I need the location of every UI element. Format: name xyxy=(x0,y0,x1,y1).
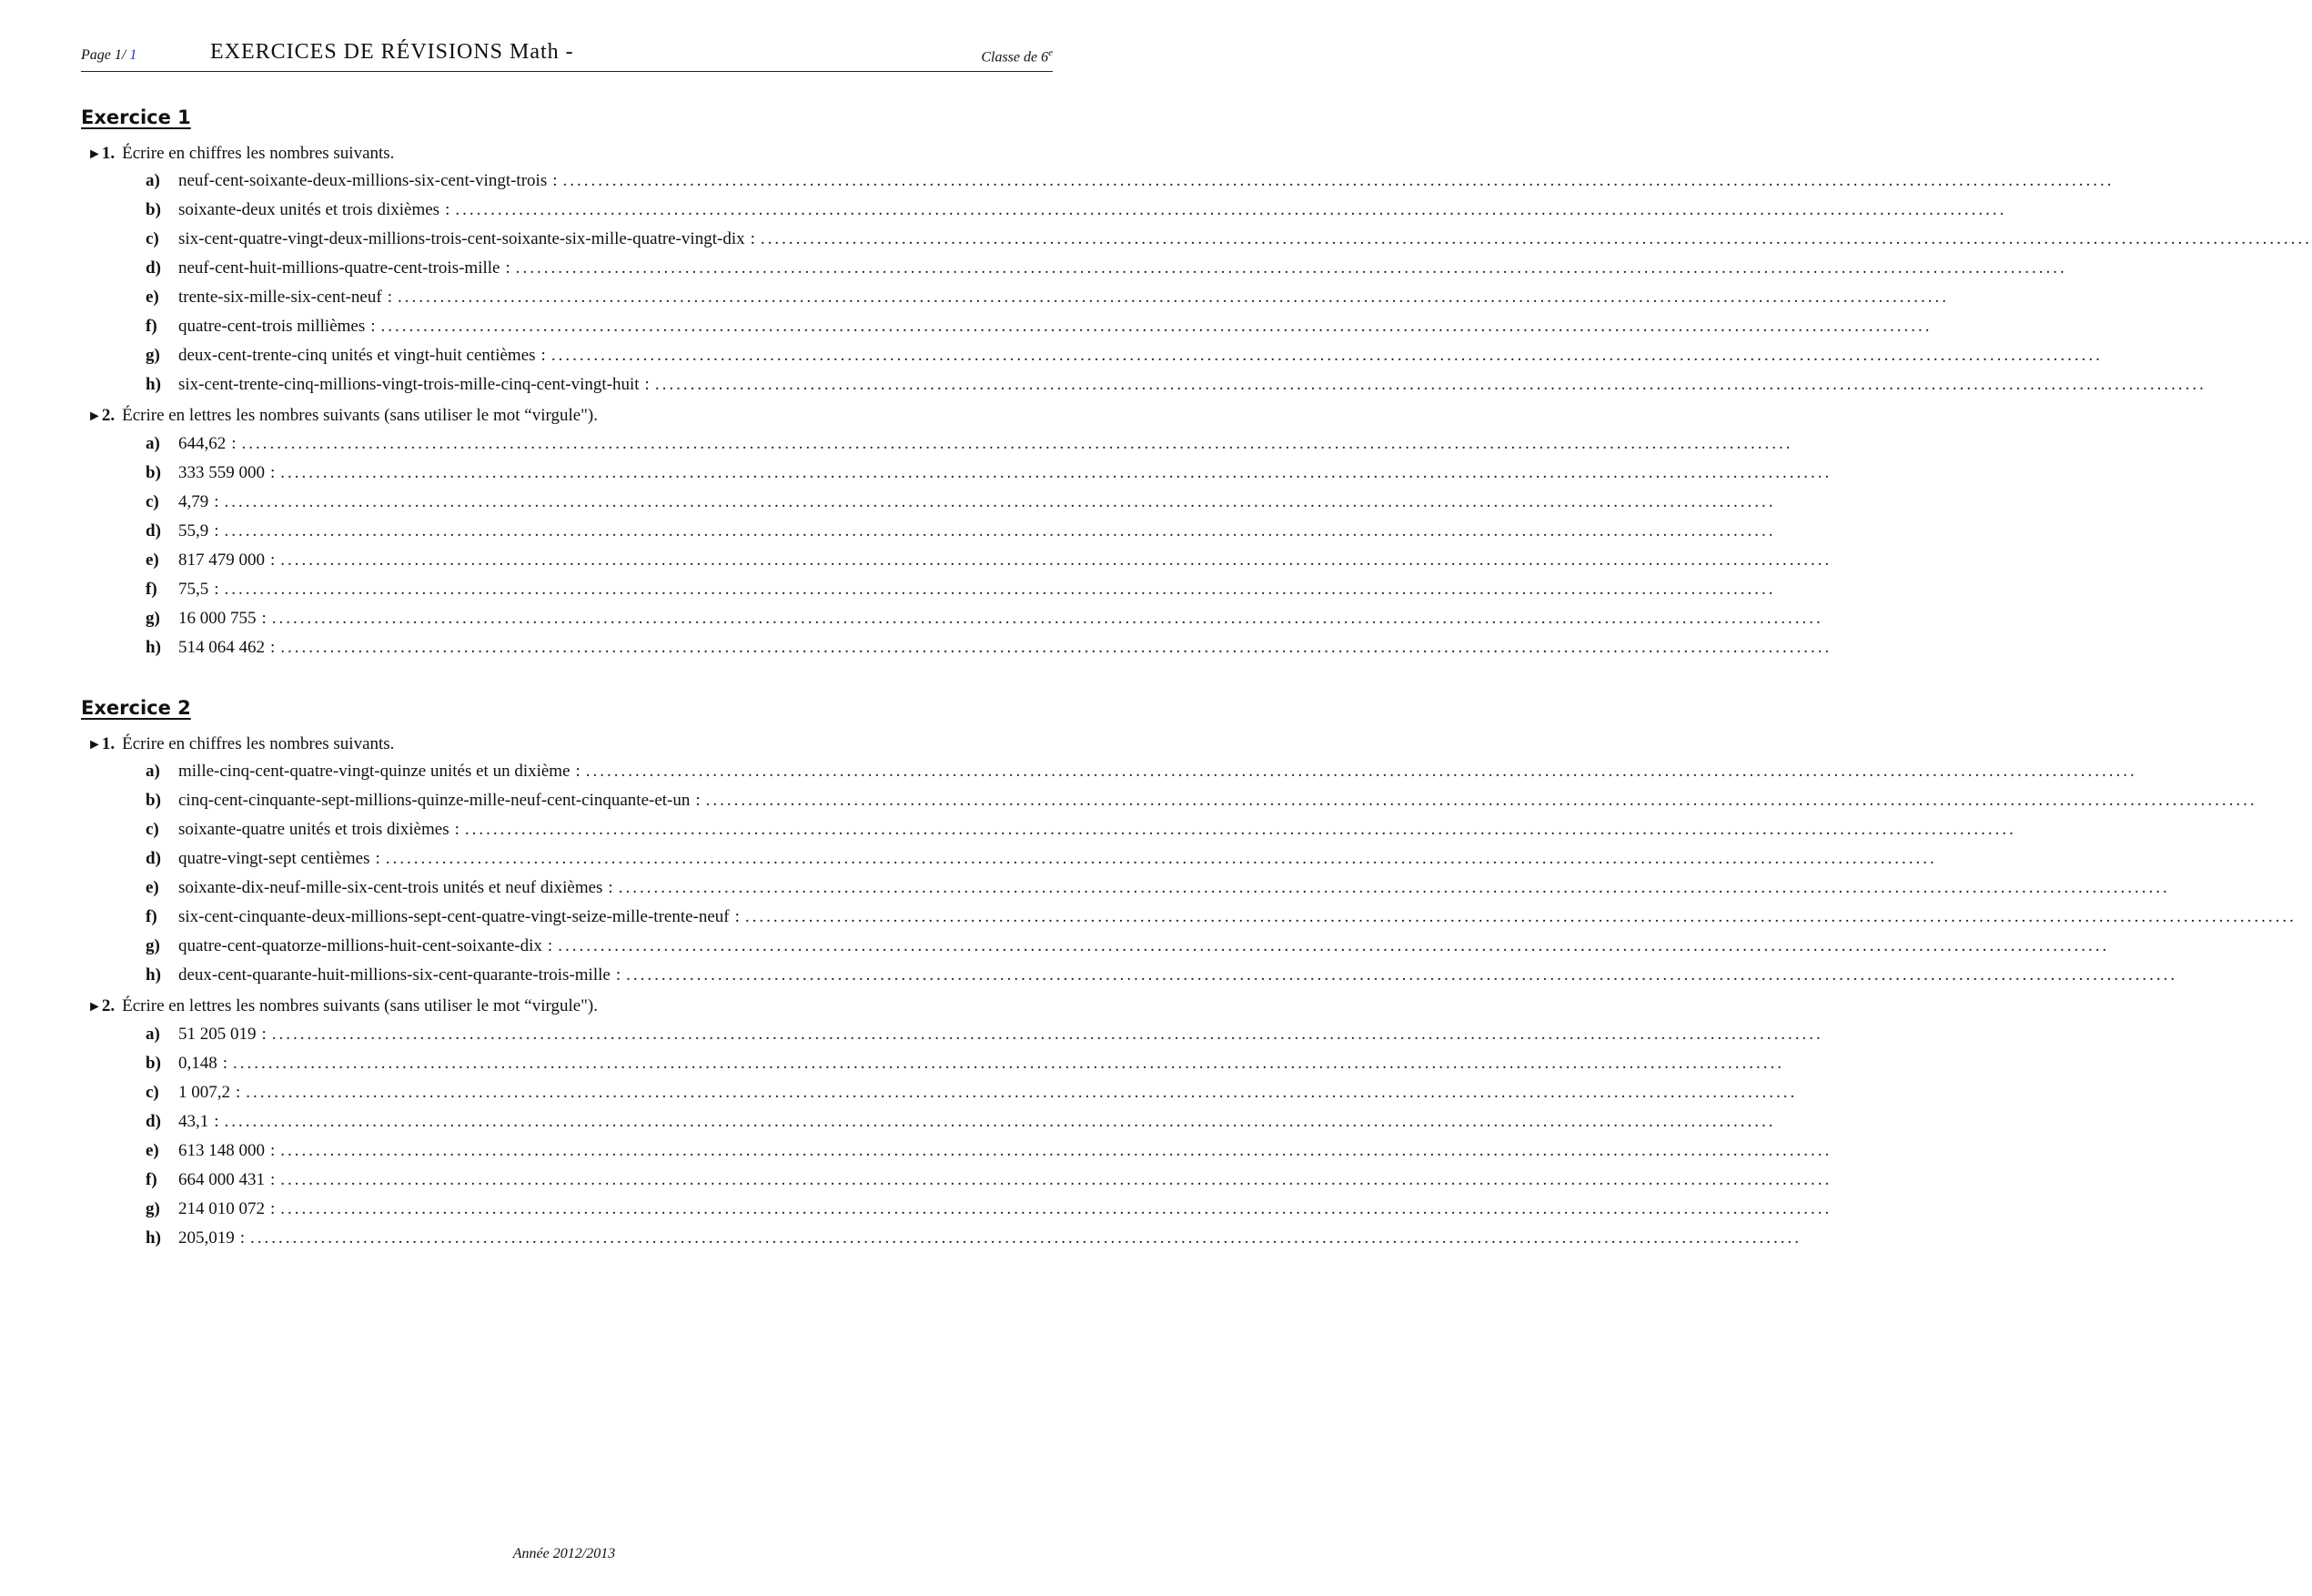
answer-blank[interactable]: ............................................................................................................................................................................................................................ xyxy=(397,288,1949,307)
exercise-item: e) 817 479 000 : ............................................................................................................................................................................................................................ xyxy=(146,551,1832,570)
answer-blank[interactable]: ............................................................................................................................................................................................................................ xyxy=(271,609,1823,628)
exercise-item: a) neuf-cent-soixante-deux-millions-six-cent-vingt-trois : ............................................................................................................................................................................................................................ xyxy=(146,171,2115,190)
answer-blank[interactable]: ............................................................................................................................................................................................................................ xyxy=(224,521,1776,540)
exercise-item: a) 644,62 : ............................................................................................................................................................................................................................ xyxy=(146,434,1793,453)
question-heading xyxy=(87,734,394,754)
answer-blank[interactable]: ............................................................................................................................................................................................................................ xyxy=(224,1112,1776,1131)
class-label: Classe de 6 xyxy=(981,49,1049,66)
question-heading xyxy=(87,996,598,1016)
item-label: b) xyxy=(146,791,161,810)
item-label: f) xyxy=(146,317,157,336)
item-label: f) xyxy=(146,907,157,926)
item-label: b) xyxy=(146,463,161,482)
item-label: g) xyxy=(146,609,160,628)
answer-blank[interactable]: ............................................................................................................................................................................................................................ xyxy=(224,580,1776,599)
item-text: 613 148 000 xyxy=(178,1141,265,1160)
item-label: e) xyxy=(146,551,159,570)
item-text: quatre-cent-trois millièmes xyxy=(178,317,366,336)
question-number: ►2. xyxy=(87,406,116,425)
item-text: soixante-dix-neuf-mille-six-cent-trois unités et neuf dixièmes xyxy=(178,878,603,897)
exercise-item: e) soixante-dix-neuf-mille-six-cent-trois unités et neuf dixièmes : ............................................................................................................................................................................................................................ xyxy=(146,878,2170,897)
answer-blank[interactable]: ............................................................................................................................................................................................................................ xyxy=(380,317,1933,336)
answer-blank[interactable]: ............................................................................................................................................................................................................................ xyxy=(550,346,2103,365)
item-label: h) xyxy=(146,965,161,985)
item-label: d) xyxy=(146,258,161,278)
item-label: c) xyxy=(146,1083,159,1102)
item-text: mille-cinq-cent-quatre-vingt-quinze unités et un dixième xyxy=(178,762,570,781)
page-total-link[interactable]: 1 xyxy=(129,47,137,63)
item-text: neuf-cent-huit-millions-quatre-cent-trois-mille xyxy=(178,258,500,278)
item-label: e) xyxy=(146,1141,159,1160)
item-label: g) xyxy=(146,936,160,955)
answer-blank[interactable]: ............................................................................................................................................................................................................................ xyxy=(241,434,1793,453)
item-text: 43,1 xyxy=(178,1112,209,1131)
item-text: 333 559 000 xyxy=(178,463,265,482)
item-text: 55,9 xyxy=(178,521,209,540)
page-footer: Année 2012/2013 xyxy=(512,1546,616,1561)
answer-blank[interactable]: ............................................................................................................................................................................................................................ xyxy=(280,638,1832,657)
answer-blank[interactable]: ............................................................................................................................................................................................................................ xyxy=(558,936,2110,955)
answer-blank[interactable]: ............................................................................................................................................................................................................................ xyxy=(385,849,1937,868)
answer-blank[interactable]: ............................................................................................................................................................................................................................ xyxy=(250,1228,1802,1248)
exercise-title: Exercice 2 xyxy=(81,697,191,719)
answer-blank[interactable]: ............................................................................................................................................................................................................................ xyxy=(744,907,2297,926)
exercise-item: c) six-cent-quatre-vingt-deux-millions-trois-cent-soixante-six-mille-quatre-vingt-dix : ............................................................................................................................................................................................................................ xyxy=(146,229,2312,248)
exercise-item: d) 43,1 : ............................................................................................................................................................................................................................ xyxy=(146,1112,1776,1131)
triangle-bullet-icon: ► xyxy=(87,737,102,753)
item-label: d) xyxy=(146,521,161,540)
exercise-item: e) trente-six-mille-six-cent-neuf : ............................................................................................................................................................................................................................ xyxy=(146,288,1949,307)
item-label: b) xyxy=(146,200,161,219)
answer-blank[interactable]: ............................................................................................................................................................................................................................ xyxy=(280,463,1832,482)
exercise-item: f) 75,5 : ............................................................................................................................................................................................................................ xyxy=(146,580,1776,599)
item-label: a) xyxy=(146,171,160,190)
triangle-bullet-icon: ► xyxy=(87,999,102,1015)
item-label: b) xyxy=(146,1054,161,1073)
exercise-item: g) deux-cent-trente-cinq unités et vingt-huit centièmes : ............................................................................................................................................................................................................................ xyxy=(146,346,2103,365)
item-text: 205,019 xyxy=(178,1228,235,1248)
item-label: a) xyxy=(146,434,160,453)
exercise-item: f) 664 000 431 : ............................................................................................................................................................................................................................ xyxy=(146,1170,1832,1189)
class-superscript: e xyxy=(1048,47,1053,58)
item-label: d) xyxy=(146,849,161,868)
triangle-bullet-icon: ► xyxy=(87,409,102,424)
item-text: 0,148 xyxy=(178,1054,217,1073)
item-label: g) xyxy=(146,346,160,365)
answer-blank[interactable]: ............................................................................................................................................................................................................................ xyxy=(246,1083,1798,1102)
answer-blank[interactable]: ............................................................................................................................................................................................................................ xyxy=(562,171,2115,190)
answer-blank[interactable]: ............................................................................................................................................................................................................................ xyxy=(626,965,2178,985)
question-number: ►1. xyxy=(87,734,116,753)
exercise-item: f) six-cent-cinquante-deux-millions-sept-cent-quatre-vingt-seize-mille-trente-neuf : ............................................................................................................................................................................................................................ xyxy=(146,907,2297,926)
exercise-item: h) 205,019 : ............................................................................................................................................................................................................................ xyxy=(146,1228,1802,1248)
exercise-item: c) soixante-quatre unités et trois dixièmes : ............................................................................................................................................................................................................................ xyxy=(146,820,2016,839)
exercise-item: f) quatre-cent-trois millièmes : ............................................................................................................................................................................................................................ xyxy=(146,317,1933,336)
question-prompt: Écrire en chiffres les nombres suivants. xyxy=(122,734,395,753)
item-label: c) xyxy=(146,820,159,839)
page-number xyxy=(81,47,136,64)
item-text: 51 205 019 xyxy=(178,1025,257,1044)
answer-blank[interactable]: ............................................................................................................................................................................................................................ xyxy=(618,878,2170,897)
item-label: g) xyxy=(146,1199,160,1218)
page-header xyxy=(81,40,1053,72)
item-text: six-cent-cinquante-deux-millions-sept-cent-quatre-vingt-seize-mille-trente-neuf xyxy=(178,907,730,926)
exercise-item: h) deux-cent-quarante-huit-millions-six-cent-quarante-trois-mille : ............................................................................................................................................................................................................................ xyxy=(146,965,2178,985)
exercise-item: h) six-cent-trente-cinq-millions-vingt-trois-mille-cinq-cent-vingt-huit : ............................................................................................................................................................................................................................ xyxy=(146,375,2206,394)
question-heading xyxy=(87,406,598,426)
item-text: six-cent-trente-cinq-millions-vingt-trois-mille-cinq-cent-vingt-huit xyxy=(178,375,640,394)
exercise-item: b) 0,148 : ............................................................................................................................................................................................................................ xyxy=(146,1054,1785,1073)
item-text: 644,62 xyxy=(178,434,227,453)
answer-blank[interactable]: ............................................................................................................................................................................................................................ xyxy=(280,551,1832,570)
item-text: 75,5 xyxy=(178,580,209,599)
item-text: 4,79 xyxy=(178,492,209,511)
item-text: 817 479 000 xyxy=(178,551,265,570)
exercise-item: h) 514 064 462 : ............................................................................................................................................................................................................................ xyxy=(146,638,1832,657)
page-label: Page 1/ xyxy=(81,47,126,63)
answer-blank[interactable]: ............................................................................................................................................................................................................................ xyxy=(280,1170,1832,1189)
item-label: a) xyxy=(146,762,160,781)
item-text: trente-six-mille-six-cent-neuf xyxy=(178,288,382,307)
item-text: deux-cent-quarante-huit-millions-six-cent-quarante-trois-mille xyxy=(178,965,611,985)
item-label: e) xyxy=(146,878,159,897)
item-text: neuf-cent-soixante-deux-millions-six-cent-vingt-trois xyxy=(178,171,548,190)
item-text: cinq-cent-cinquante-sept-millions-quinze-mille-neuf-cent-cinquante-et-un xyxy=(178,791,691,810)
exercise-item: b) cinq-cent-cinquante-sept-millions-quinze-mille-neuf-cent-cinquante-et-un : ............................................................................................................................................................................................................................ xyxy=(146,791,2257,810)
exercise-item: b) 333 559 000 : ............................................................................................................................................................................................................................ xyxy=(146,463,1832,482)
item-text: quatre-cent-quatorze-millions-huit-cent-soixante-dix xyxy=(178,936,542,955)
question-heading xyxy=(87,144,394,164)
class-level xyxy=(981,47,1053,66)
answer-blank[interactable]: ............................................................................................................................................................................................................................ xyxy=(515,258,2067,278)
item-label: e) xyxy=(146,288,159,307)
answer-blank[interactable]: ............................................................................................................................................................................................................................ xyxy=(464,820,2016,839)
item-text: 16 000 755 xyxy=(178,609,257,628)
exercise-item: d) 55,9 : ............................................................................................................................................................................................................................ xyxy=(146,521,1776,540)
item-label: d) xyxy=(146,1112,161,1131)
answer-blank[interactable]: ............................................................................................................................................................................................................................ xyxy=(280,1199,1832,1218)
item-label: h) xyxy=(146,1228,161,1248)
item-text: deux-cent-trente-cinq unités et vingt-huit centièmes xyxy=(178,346,536,365)
answer-blank[interactable]: ............................................................................................................................................................................................................................ xyxy=(585,762,2137,781)
item-text: 664 000 431 xyxy=(178,1170,265,1189)
answer-blank[interactable]: ............................................................................................................................................................................................................................ xyxy=(654,375,2206,394)
item-label: c) xyxy=(146,229,159,248)
answer-blank[interactable]: ............................................................................................................................................................................................................................ xyxy=(224,492,1776,511)
item-text: 214 010 072 xyxy=(178,1199,265,1218)
exercise-item: c) 1 007,2 : ............................................................................................................................................................................................................................ xyxy=(146,1083,1798,1102)
item-label: h) xyxy=(146,638,161,657)
answer-blank[interactable]: ............................................................................................................................................................................................................................ xyxy=(760,229,2312,248)
item-text: quatre-vingt-sept centièmes xyxy=(178,849,370,868)
answer-blank[interactable]: ............................................................................................................................................................................................................................ xyxy=(271,1025,1823,1044)
item-label: a) xyxy=(146,1025,160,1044)
exercise-item: g) quatre-cent-quatorze-millions-huit-cent-soixante-dix : ............................................................................................................................................................................................................................ xyxy=(146,936,2110,955)
question-number: ►2. xyxy=(87,996,116,1015)
answer-blank[interactable]: ............................................................................................................................................................................................................................ xyxy=(455,200,2007,219)
answer-blank[interactable]: ............................................................................................................................................................................................................................ xyxy=(233,1054,1785,1073)
triangle-bullet-icon: ► xyxy=(87,146,102,162)
question-prompt: Écrire en lettres les nombres suivants (sans utiliser le mot “virgule"). xyxy=(122,406,599,425)
item-label: h) xyxy=(146,375,161,394)
exercise-item: g) 214 010 072 : ............................................................................................................................................................................................................................ xyxy=(146,1199,1832,1218)
item-text: six-cent-quatre-vingt-deux-millions-trois-cent-soixante-six-mille-quatre-vingt-dix xyxy=(178,229,745,248)
answer-blank[interactable]: ............................................................................................................................................................................................................................ xyxy=(280,1141,1832,1160)
exercise-item: d) quatre-vingt-sept centièmes : ............................................................................................................................................................................................................................ xyxy=(146,849,1937,868)
question-number: ►1. xyxy=(87,144,116,163)
item-text: soixante-quatre unités et trois dixièmes xyxy=(178,820,449,839)
item-text: 1 007,2 xyxy=(178,1083,230,1102)
item-label: f) xyxy=(146,1170,157,1189)
item-label: f) xyxy=(146,580,157,599)
document-title: EXERCICES DE RÉVISIONS Math - xyxy=(210,40,574,64)
item-text: soixante-deux unités et trois dixièmes xyxy=(178,200,440,219)
exercise-item: a) mille-cinq-cent-quatre-vingt-quinze unités et un dixième : ............................................................................................................................................................................................................................ xyxy=(146,762,2137,781)
exercise-item: d) neuf-cent-huit-millions-quatre-cent-trois-mille : ............................................................................................................................................................................................................................ xyxy=(146,258,2067,278)
exercise-item: b) soixante-deux unités et trois dixièmes : ............................................................................................................................................................................................................................ xyxy=(146,200,2007,219)
exercise-item: a) 51 205 019 : ............................................................................................................................................................................................................................ xyxy=(146,1025,1823,1044)
item-label: c) xyxy=(146,492,159,511)
exercise-item: e) 613 148 000 : ............................................................................................................................................................................................................................ xyxy=(146,1141,1832,1160)
item-text: 514 064 462 xyxy=(178,638,265,657)
answer-blank[interactable]: ............................................................................................................................................................................................................................ xyxy=(705,791,2257,810)
question-prompt: Écrire en chiffres les nombres suivants. xyxy=(122,144,395,163)
exercise-title: Exercice 1 xyxy=(81,106,191,128)
exercise-item: c) 4,79 : ............................................................................................................................................................................................................................ xyxy=(146,492,1776,511)
question-prompt: Écrire en lettres les nombres suivants (sans utiliser le mot “virgule"). xyxy=(122,996,599,1015)
exercise-item: g) 16 000 755 : ............................................................................................................................................................................................................................ xyxy=(146,609,1823,628)
